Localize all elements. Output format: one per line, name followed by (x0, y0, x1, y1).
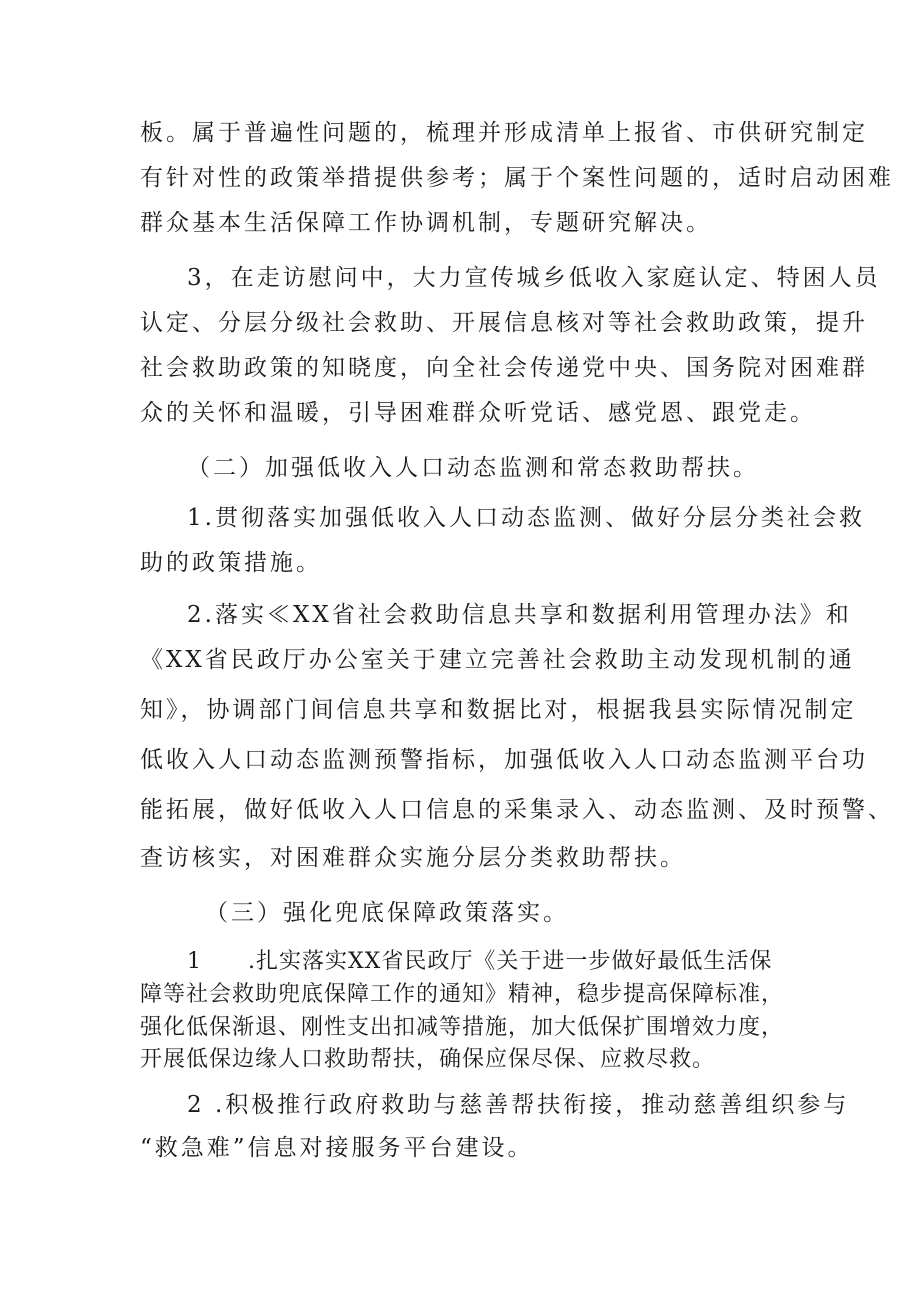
section-heading-3: （三）强化兜底保障政策落实。 (205, 900, 569, 926)
paragraph-1-line-1: 板。属于普遍性问题的，梳理并形成清单上报省、市供研究制定 (140, 120, 868, 146)
paragraph-4-line-6: 查访核实，对困难群众实施分层分类救助帮扶。 (140, 845, 686, 871)
paragraph-1-line-2: 有针对性的政策举措提供参考；属于个案性问题的，适时启动困难 (140, 165, 894, 191)
paragraph-5-line-3: 强化低保渐退、刚性支出扣减等措施，加大低保扩围增效力度， (140, 1015, 785, 1040)
paragraph-3-line-1: 1.贯彻落实加强低收入人口动态监测、做好分层分类社会救 (187, 505, 865, 531)
paragraph-2-line-2: 认定、分层分级社会救助、开展信息核对等社会救助政策，提升 (140, 310, 868, 336)
paragraph-4-line-1: 2.落实≪XX省社会救助信息共享和数据利用管理办法》和 (187, 602, 852, 628)
paragraph-4-line-4: 低收入人口动态监测预警指标，加强低收入人口动态监测平台功 (140, 747, 868, 773)
paragraph-2-line-4: 众的关怀和温暖，引导困难群众听党话、感党恩、跟党走。 (140, 400, 816, 426)
paragraph-6-line-1: 2 .积极推行政府救助与慈善帮扶衔接，推动慈善组织参与 (187, 1092, 850, 1118)
paragraph-1-line-3: 群众基本生活保障工作协调机制，专题研究解决。 (140, 210, 712, 236)
paragraph-6-line-2: “救急难”信息对接服务平台建设。 (140, 1135, 534, 1161)
paragraph-5-line-4: 开展低保边缘人口救助帮扶，确保应保尽保、应救尽救。 (140, 1047, 716, 1072)
paragraph-5-line-1: 1 .扎实落实XX省民政厅《关于进一步做好最低生活保 (187, 949, 773, 974)
paragraph-2-line-1: 3，在走访慰问中，大力宣传城乡低收入家庭认定、特困人员 (187, 265, 881, 291)
section-heading-2: （二）加强低收入人口动态监测和常态救助帮扶。 (187, 455, 759, 481)
paragraph-4-line-5: 能拓展，做好低收入人口信息的采集录入、动态监测、及时预警、 (140, 797, 894, 823)
paragraph-4-line-2: 《XX省民政厅办公室关于建立完善社会救助主动发现机制的通 (140, 647, 855, 673)
paragraph-5-line-2: 障等社会救助兜底保障工作的通知》精神，稳步提高保障标准， (140, 982, 785, 1007)
paragraph-2-line-3: 社会救助政策的知晓度，向全社会传递党中央、国务院对困难群 (140, 355, 868, 381)
paragraph-3-line-2: 助的政策措施。 (140, 550, 322, 576)
paragraph-4-line-3: 知》，协调部门间信息共享和数据比对，根据我县实际情况制定 (140, 697, 857, 723)
